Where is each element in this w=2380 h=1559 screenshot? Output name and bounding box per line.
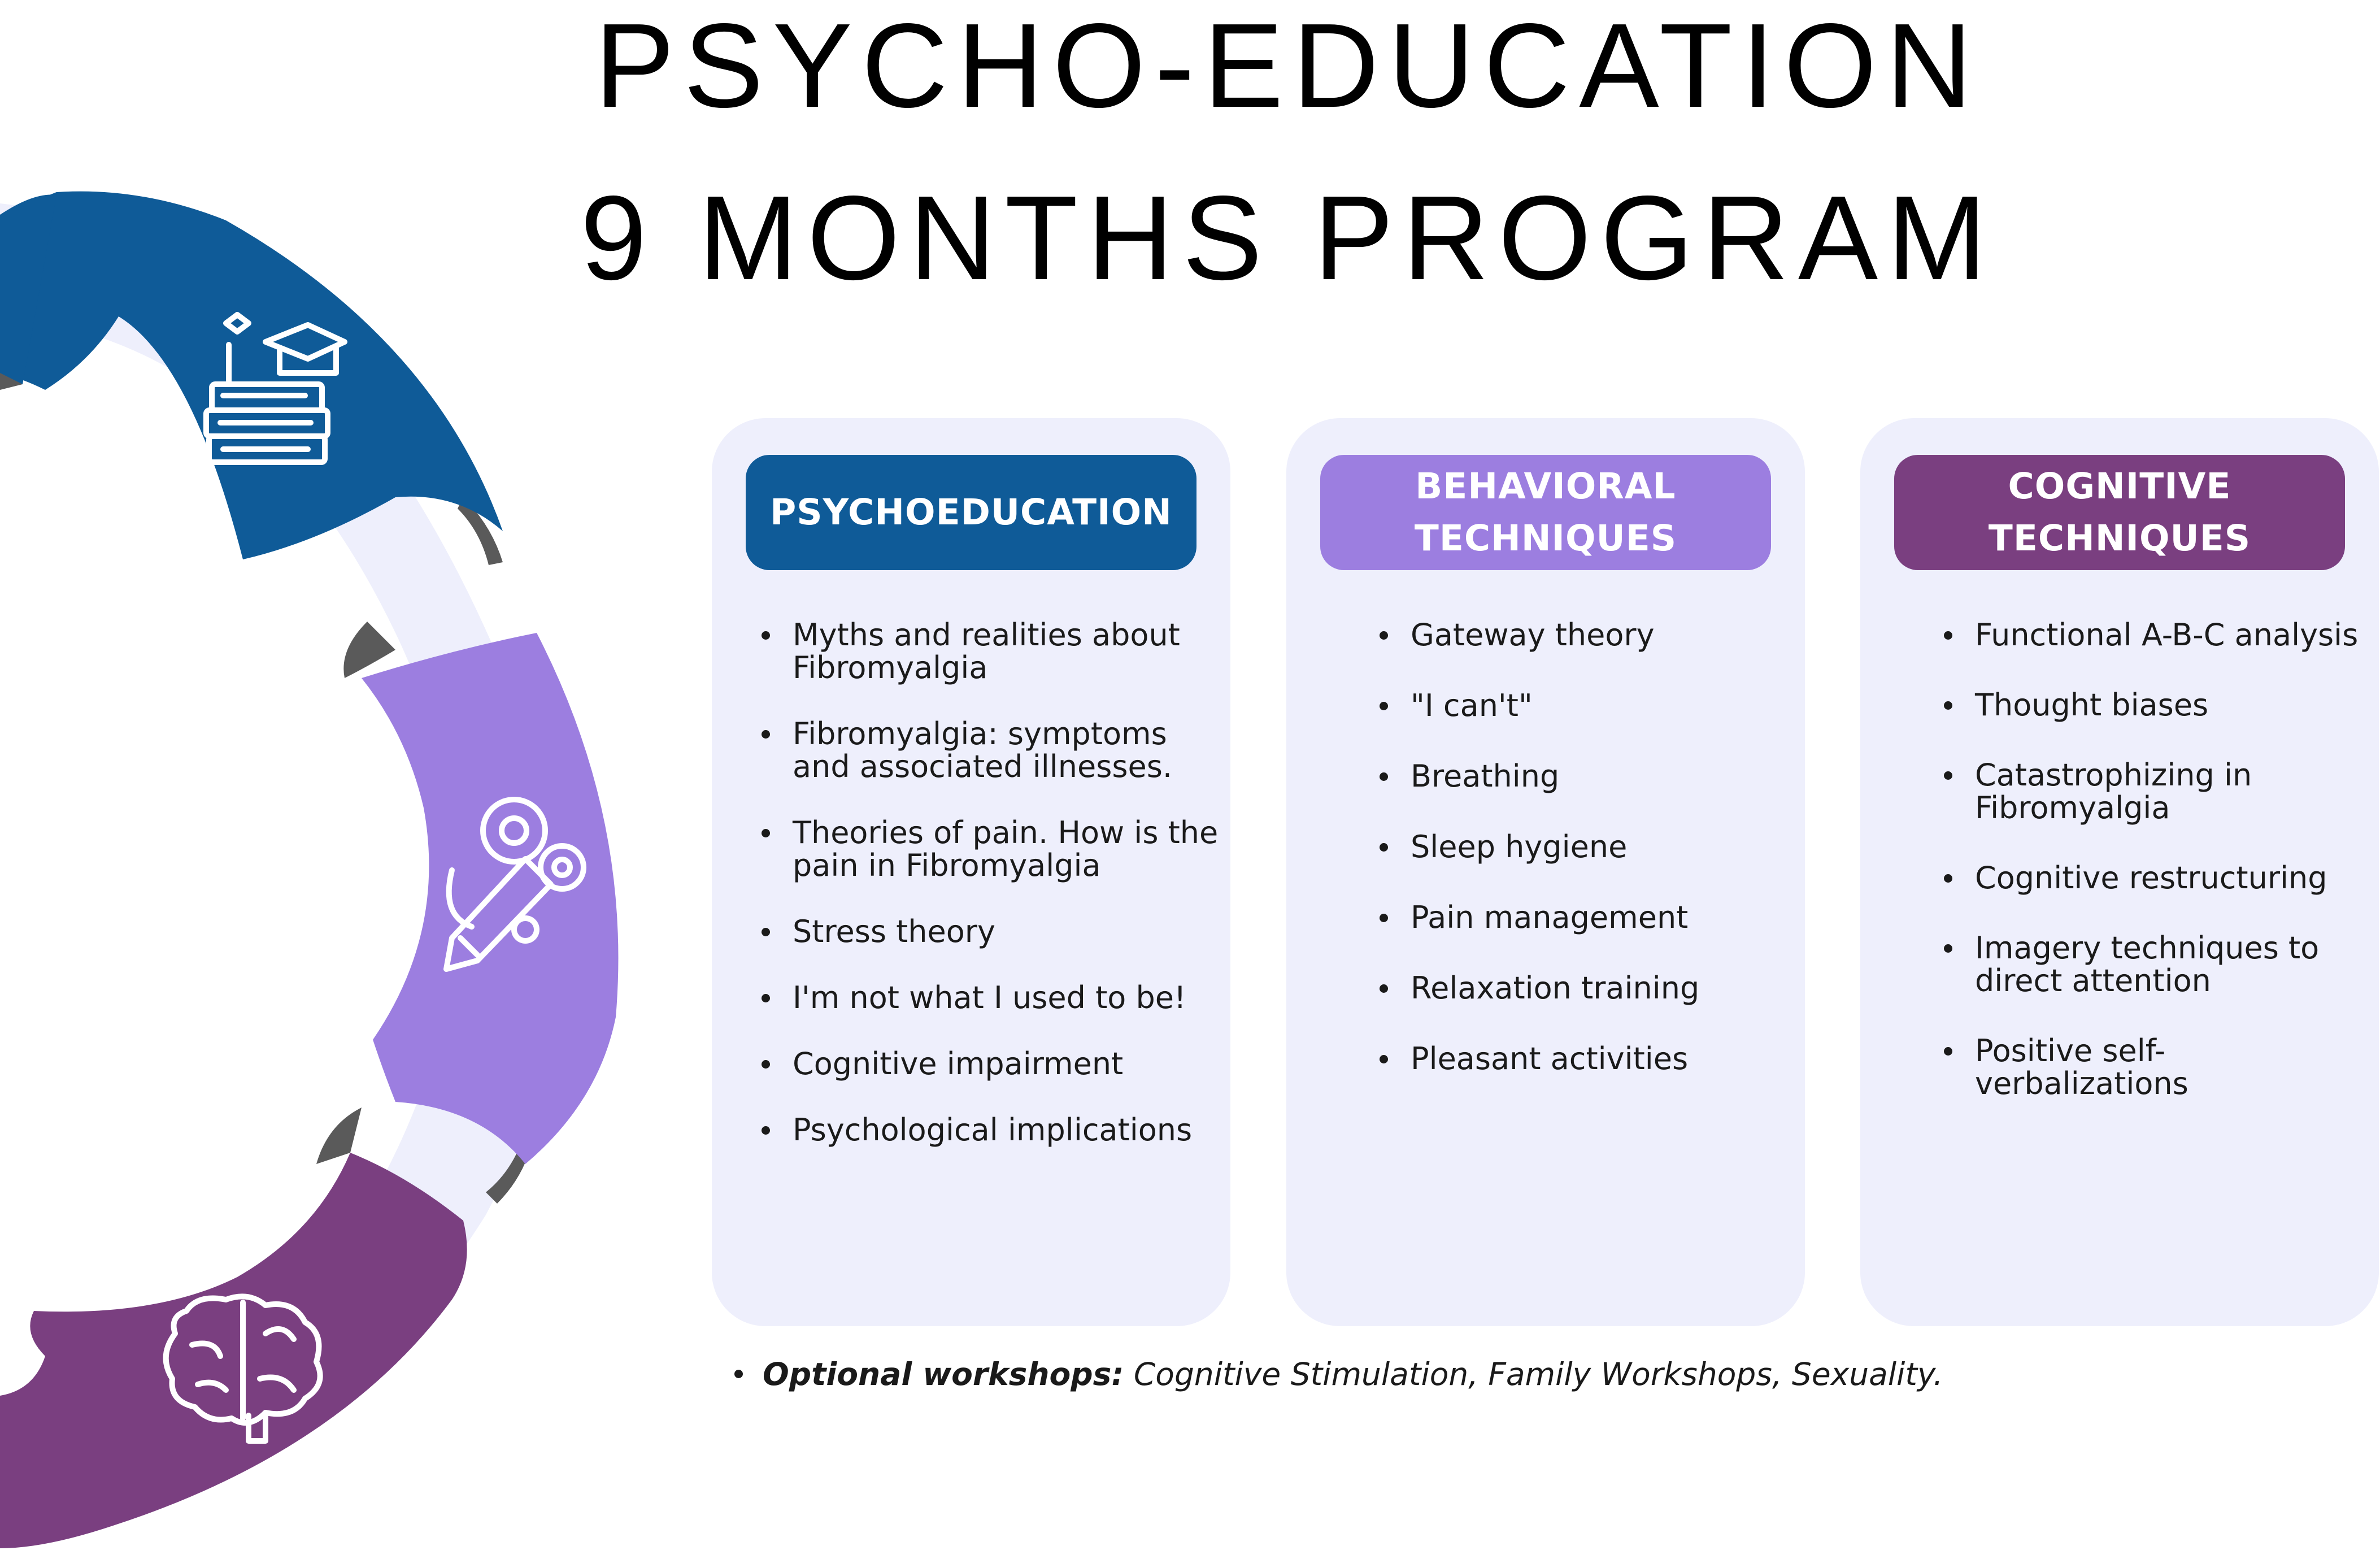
list-item: Pain management <box>1411 901 1795 934</box>
list-item: I'm not what I used to be! <box>793 982 1222 1014</box>
circular-stage-diagram <box>0 0 678 1559</box>
heading-line: BEHAVIORAL <box>1415 466 1676 507</box>
card-cognitive-techniques <box>1860 418 2379 1326</box>
card-heading-psychoeducation <box>746 455 1196 570</box>
list-item: "I can't" <box>1411 689 1795 722</box>
title-line-2: 9 MONTHS PROGRAM <box>580 171 1996 305</box>
card-heading-cognitive <box>1894 455 2345 570</box>
optional-workshops-label: Optional workshops: <box>763 1356 1124 1392</box>
list-item: Breathing <box>1411 760 1795 793</box>
card-heading-behavioral <box>1320 455 1771 570</box>
bullet <box>734 1370 743 1378</box>
list-psychoeducation <box>793 619 1222 1180</box>
list-item: Pleasant activities <box>1411 1043 1795 1075</box>
card-behavioral-techniques <box>1286 418 1805 1326</box>
optional-workshops-text: Cognitive Stimulation, Family Workshops, Sexuality. <box>1124 1356 1943 1392</box>
list-item: Thought biases <box>1975 689 2370 722</box>
list-cognitive <box>1975 619 2370 1137</box>
heading-line: COGNITIVE <box>2008 466 2231 507</box>
heading-line: TECHNIQUES <box>1988 518 2251 559</box>
list-item: Positive self-verbalizations <box>1975 1035 2370 1100</box>
list-behavioral <box>1411 619 1795 1113</box>
list-item: Catastrophizing in Fibromyalgia <box>1975 759 2370 824</box>
title-line-1: PSYCHO-EDUCATION <box>594 0 1982 132</box>
list-item: Theories of pain. How is the pain in Fibromyalgia <box>793 817 1222 882</box>
heading-line: TECHNIQUES <box>1414 518 1677 559</box>
card-psychoeducation <box>712 418 1230 1326</box>
segment-cognitive <box>0 1153 467 1548</box>
list-item: Gateway theory <box>1411 619 1795 652</box>
segment-psychoeducation <box>0 192 503 559</box>
list-item: Fibromyalgia: symptoms and associated illnesses. <box>793 718 1222 783</box>
list-item: Cognitive impairment <box>793 1048 1222 1080</box>
list-item: Stress theory <box>793 915 1222 948</box>
optional-workshops-note <box>763 1356 1943 1392</box>
heading-line: PSYCHOEDUCATION <box>770 492 1172 533</box>
ring-joint <box>343 622 395 678</box>
list-item: Cognitive restructuring <box>1975 862 2370 894</box>
list-item: Functional A-B-C analysis <box>1975 619 2370 652</box>
list-item: Relaxation training <box>1411 972 1795 1005</box>
list-item: Myths and realities about Fibromyalgia <box>793 619 1222 684</box>
list-item: Psychological implications <box>793 1114 1222 1147</box>
list-item: Imagery techniques to direct attention <box>1975 932 2370 997</box>
list-item: Sleep hygiene <box>1411 831 1795 863</box>
